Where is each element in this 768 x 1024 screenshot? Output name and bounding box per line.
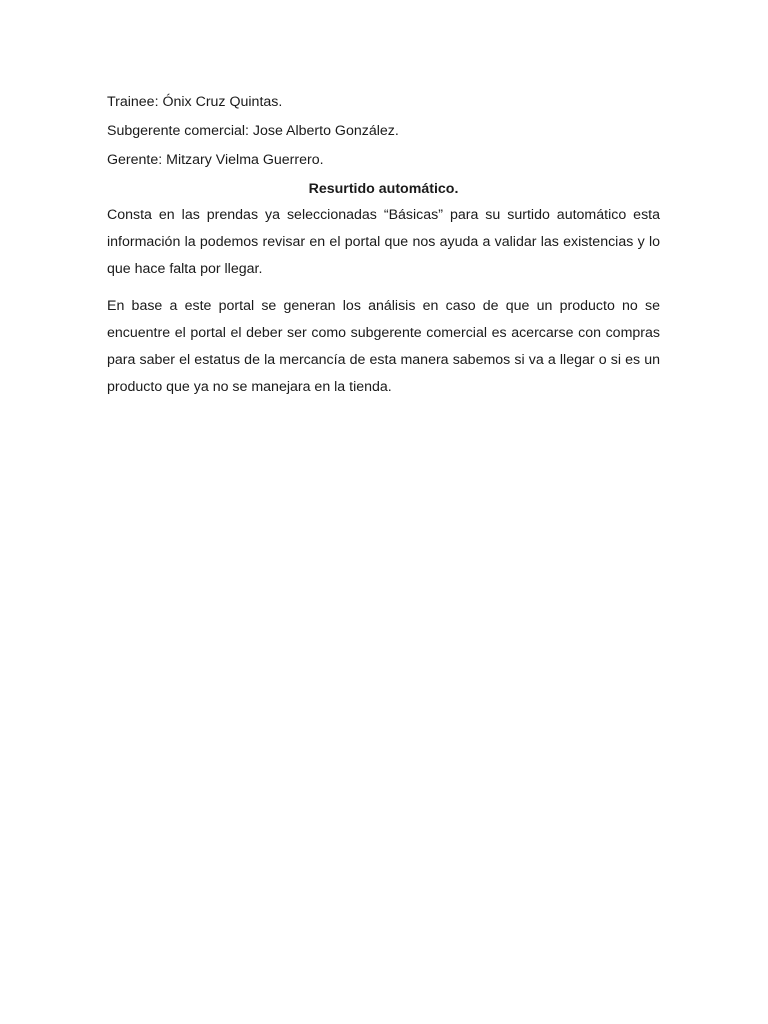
trainee-line: Trainee: Ónix Cruz Quintas.	[107, 94, 283, 110]
subgerente-line: Subgerente comercial: Jose Alberto González.	[107, 123, 399, 139]
gerente-line: Gerente: Mitzary Vielma Guerrero.	[107, 152, 324, 168]
document-title: Resurtido automático.	[308, 181, 459, 197]
paragraph-2: En base a este portal se generan los análisis en caso de que un producto no se encuentre el portal el deber ser como subgerente comercial es acercarse con compras para saber el estatus de la mercancía de esta manera sabemos si va a llegar o si es un producto que ya no se manejara en la tienda.	[107, 298, 660, 395]
paragraph-1: Consta en las prendas ya seleccionadas “Básicas” para su surtido automático esta información la podemos revisar en el portal que nos ayuda a validar las existencias y lo que hace falta por llegar.	[107, 207, 660, 277]
document-page	[107, 88, 660, 411]
